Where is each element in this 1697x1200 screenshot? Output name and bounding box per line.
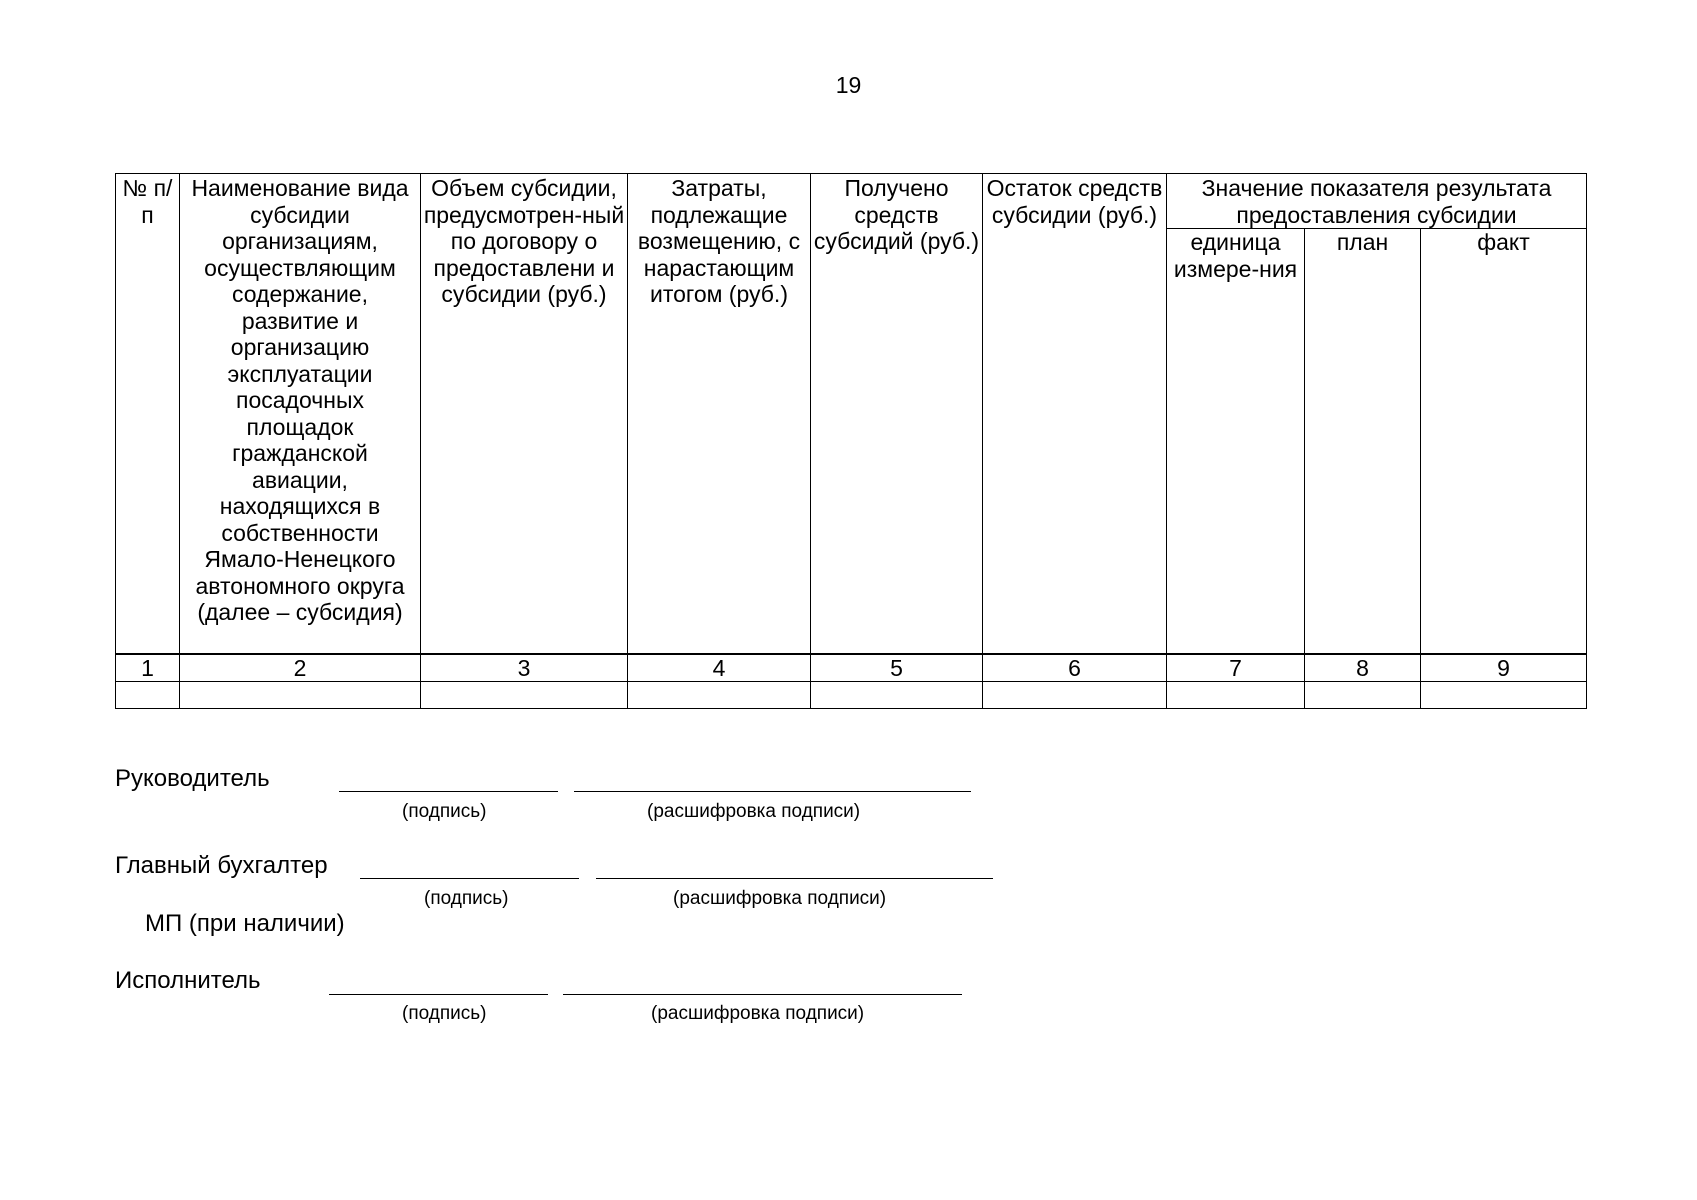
column-number: 5 — [811, 654, 983, 682]
head-decoding-line — [574, 791, 971, 792]
header-subsidy-name: Наименование вида субсидии организациям, осуществляющим содержание, развитие и организацию эксплуатации посадочных площадок гражданской авиации, находящихся в собственности Ямало-Ненецкого автономного округа (далее – субсидия) — [180, 174, 421, 654]
executor-label: Исполнитель — [115, 967, 261, 994]
subsidy-report-table — [115, 173, 1587, 709]
chief-accountant-signature-line — [360, 878, 579, 879]
column-number: 3 — [421, 654, 628, 682]
header-unit: единица измере-ния — [1167, 229, 1305, 654]
table-cell — [180, 681, 421, 708]
header-balance: Остаток средств субсидии (руб.) — [983, 174, 1167, 654]
header-received: Получено средств субсидий (руб.) — [811, 174, 983, 654]
header-number: № п/п — [116, 174, 180, 654]
table-cell — [421, 681, 628, 708]
executor-decoding-line — [563, 994, 962, 995]
column-number: 9 — [1421, 654, 1587, 682]
table-header-row — [116, 174, 1587, 229]
table-cell — [1305, 681, 1421, 708]
table-row — [116, 681, 1587, 708]
executor-signature-hint: (подпись) — [402, 1003, 487, 1024]
executor-signature-line — [329, 994, 548, 995]
column-number: 1 — [116, 654, 180, 682]
column-number: 6 — [983, 654, 1167, 682]
column-number: 7 — [1167, 654, 1305, 682]
page-number: 19 — [835, 72, 862, 98]
head-signature-hint: (подпись) — [402, 801, 487, 822]
stamp-label: МП (при наличии) — [145, 910, 345, 937]
table-cell — [1421, 681, 1587, 708]
table-cell — [116, 681, 180, 708]
header-plan: план — [1305, 229, 1421, 654]
executor-decoding-hint: (расшифровка подписи) — [651, 1003, 865, 1024]
table-cell — [811, 681, 983, 708]
table-cell — [983, 681, 1167, 708]
chief-accountant-signature-hint: (подпись) — [424, 888, 509, 909]
chief-accountant-decoding-hint: (расшифровка подписи) — [673, 888, 887, 909]
header-costs: Затраты, подлежащие возмещению, с нарастающим итогом (руб.) — [628, 174, 811, 654]
table-cell — [628, 681, 811, 708]
head-label: Руководитель — [115, 765, 270, 792]
header-result-indicator: Значение показателя результата предоставления субсидии — [1167, 174, 1587, 229]
chief-accountant-decoding-line — [596, 878, 993, 879]
table-cell — [1167, 681, 1305, 708]
chief-accountant-label: Главный бухгалтер — [115, 852, 328, 879]
head-signature-line — [339, 791, 558, 792]
column-number: 4 — [628, 654, 811, 682]
header-subsidy-volume: Объем субсидии, предусмотрен-ный по договору о предоставлени и субсидии (руб.) — [421, 174, 628, 654]
header-fact: факт — [1421, 229, 1587, 654]
head-decoding-hint: (расшифровка подписи) — [647, 801, 861, 822]
column-numbers-row — [116, 654, 1587, 682]
column-number: 2 — [180, 654, 421, 682]
column-number: 8 — [1305, 654, 1421, 682]
